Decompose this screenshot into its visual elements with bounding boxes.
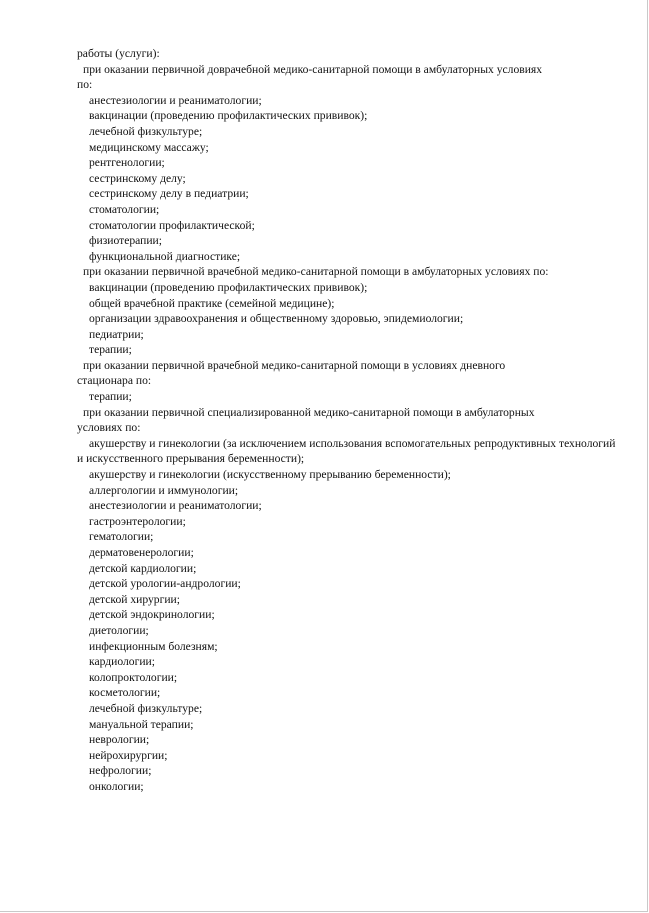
section-heading: при оказании первичной специализированной медико-санитарной помощи в амбулаторных (83, 405, 535, 419)
list-item: дерматовенерологии; (89, 546, 194, 559)
list-item: кардиологии; (89, 655, 155, 669)
list-item: физиотерапии; (89, 234, 162, 248)
list-item: диетологии; (89, 623, 149, 637)
list-item: стоматологии; (89, 202, 160, 216)
section-heading-continuation: стационара по: (77, 374, 152, 388)
list-item: нефрологии; (89, 764, 152, 778)
list-item: стоматологии профилактической; (89, 218, 255, 232)
list-item: анестезиологии и реаниматологии; (89, 499, 262, 513)
section-heading: при оказании первичной врачебной медико-санитарной помощи в амбулаторных условиях по: (83, 265, 549, 279)
list-item: гастроэнтерологии; (89, 514, 186, 528)
list-item: онкологии; (89, 779, 144, 793)
list-item: терапии; (89, 390, 132, 404)
list-item: сестринскому делу в педиатрии; (89, 187, 249, 201)
list-item: аллергологии и иммунологии; (89, 483, 239, 497)
list-item: функциональной диагностике; (89, 249, 241, 263)
section-heading-continuation: по: (77, 78, 93, 92)
list-item: вакцинации (проведению профилактических прививок); (89, 280, 368, 294)
list-item: общей врачебной практике (семейной медицине); (89, 296, 335, 310)
list-item: акушерству и гинекологии (искусственному прерыванию беременности); (89, 468, 451, 482)
list-item: неврологии; (89, 733, 150, 747)
list-item: лечебной физкультуре; (89, 701, 203, 715)
document-body (77, 46, 617, 795)
list-item: инфекционным болезням; (89, 639, 218, 653)
list-item: нейрохирургии; (89, 748, 168, 762)
list-item: организации здравоохранения и общественному здоровью, эпидемиологии; (89, 312, 464, 326)
intro-line: работы (услуги): (77, 47, 160, 60)
section-heading: при оказании первичной доврачебной медико-санитарной помощи в амбулаторных условиях (83, 62, 543, 76)
list-item: вакцинации (проведению профилактических прививок); (89, 109, 368, 123)
list-item: детской эндокринологии; (89, 608, 215, 622)
list-item: мануальной терапии; (89, 717, 194, 731)
list-item: анестезиологии и реаниматологии; (89, 93, 262, 107)
section-heading: при оказании первичной врачебной медико-санитарной помощи в условиях дневного (83, 358, 506, 372)
list-item: детской урологии-андрологии; (89, 577, 241, 591)
list-item: медицинскому массажу; (89, 140, 209, 154)
list-item: косметологии; (89, 686, 161, 700)
list-item: детской кардиологии; (89, 561, 197, 575)
list-item: детской хирургии; (89, 592, 180, 606)
list-item: рентгенологии; (89, 156, 165, 170)
section-heading-continuation: условиях по: (77, 421, 141, 435)
list-item: колопроктологии; (89, 670, 178, 684)
list-item: сестринскому делу; (89, 171, 186, 185)
list-item: терапии; (89, 343, 132, 357)
list-item: педиатрии; (89, 327, 144, 341)
list-item: гематологии; (89, 530, 154, 544)
list-item: лечебной физкультуре; (89, 124, 203, 138)
list-item: акушерству и гинекологии (за исключением использования вспомогательных репродуктивных технологий и искусственного прерывания беременности); (77, 436, 616, 466)
